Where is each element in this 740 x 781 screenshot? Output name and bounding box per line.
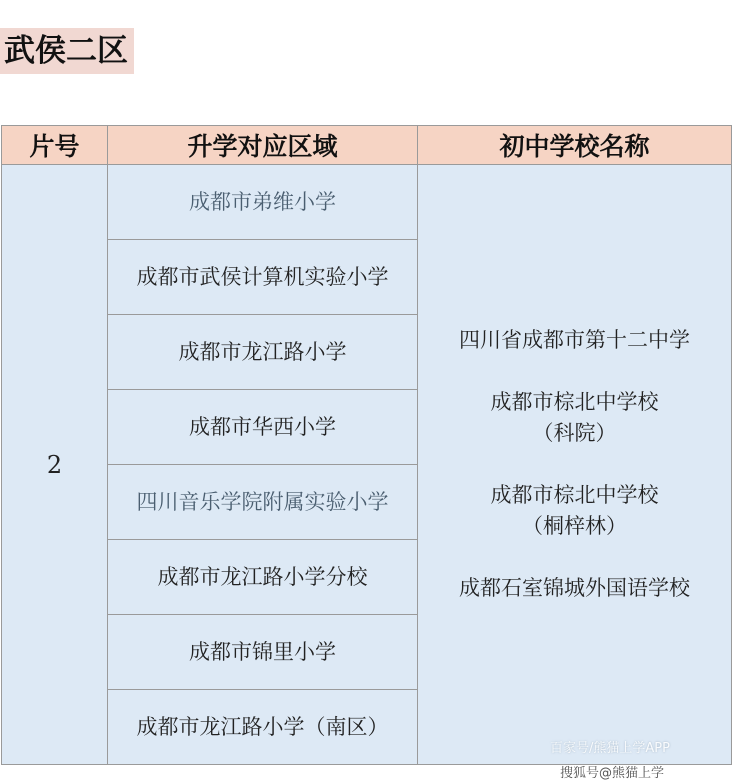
area-cell: 成都市弟维小学 xyxy=(108,165,418,240)
zone-number: 2 xyxy=(2,165,108,765)
school-campus: （科院） xyxy=(532,421,617,445)
area-cell: 四川音乐学院附属实验小学 xyxy=(108,465,418,540)
school-entry xyxy=(418,480,731,542)
watermark: 百家号/熊猫上学APP xyxy=(550,741,670,756)
area-cell: 成都市锦里小学 xyxy=(108,615,418,690)
header-school: 初中学校名称 xyxy=(418,126,732,165)
area-cell: 成都市华西小学 xyxy=(108,390,418,465)
area-cell: 成都市龙江路小学 xyxy=(108,315,418,390)
school-name: 四川省成都市第十二中学 xyxy=(459,328,690,352)
middle-school-list xyxy=(418,165,732,765)
school-entry xyxy=(418,573,731,604)
school-entry xyxy=(418,387,731,449)
school-name: 成都市棕北中学校 xyxy=(490,390,659,414)
table-header-row xyxy=(2,126,732,165)
school-name: 成都市棕北中学校 xyxy=(490,483,659,507)
table-row xyxy=(2,165,732,240)
school-name: 成都石室锦城外国语学校 xyxy=(459,576,690,600)
header-zone: 片号 xyxy=(2,126,108,165)
area-cell: 成都市龙江路小学（南区） xyxy=(108,690,418,765)
header-area: 升学对应区域 xyxy=(108,126,418,165)
school-campus: （桐梓林） xyxy=(522,514,627,538)
bottom-caption: 搜狐号@熊猫上学 xyxy=(560,766,665,781)
school-entry xyxy=(418,325,731,356)
school-district-table xyxy=(1,125,732,765)
page-title: 武侯二区 xyxy=(0,28,134,74)
area-cell: 成都市武侯计算机实验小学 xyxy=(108,240,418,315)
area-cell: 成都市龙江路小学分校 xyxy=(108,540,418,615)
